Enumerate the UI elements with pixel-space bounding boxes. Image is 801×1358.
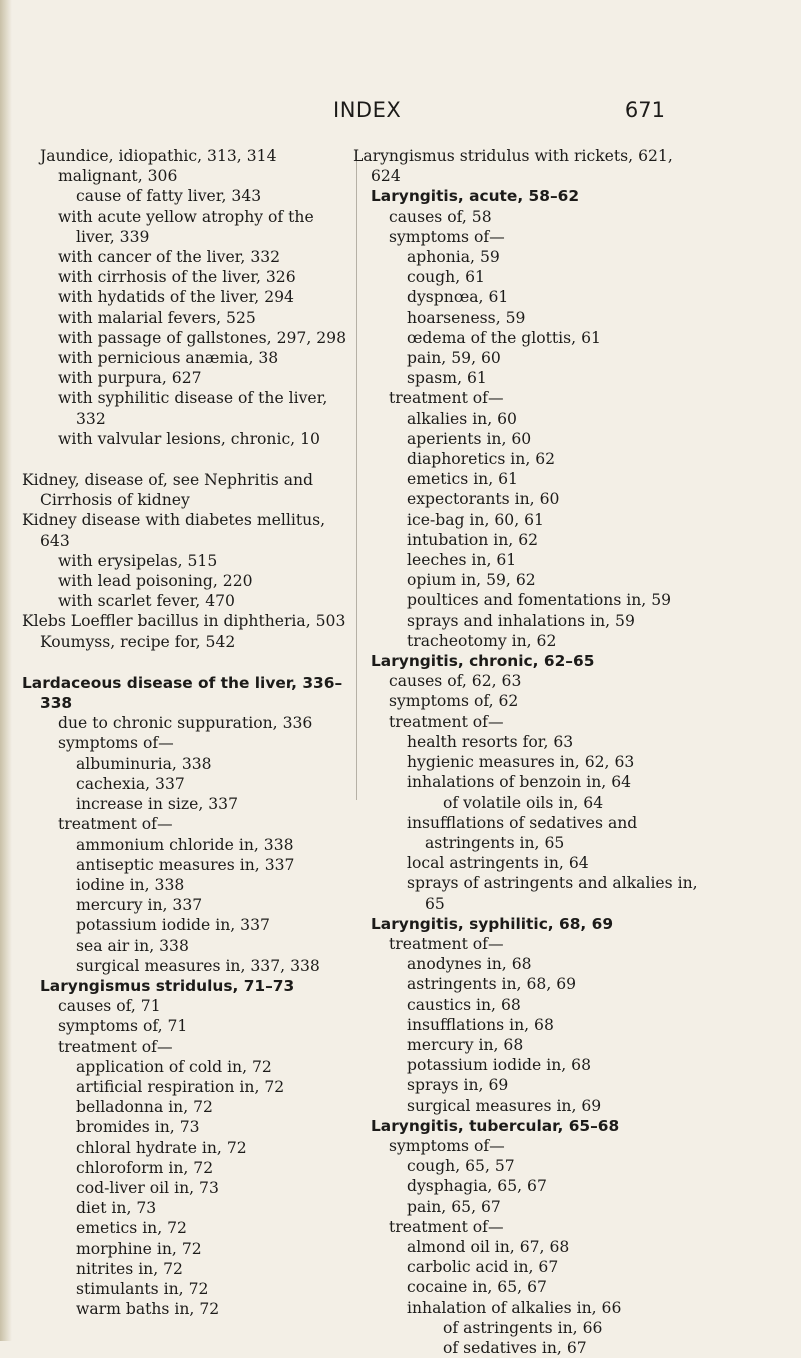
index-subentry: with scarlet fever, 470 — [58, 592, 235, 611]
index-subentry: ice-bag in, 60, 61 — [407, 510, 544, 529]
index-subentry: treatment of— — [58, 815, 173, 834]
index-subentry: cod-liver oil in, 73 — [76, 1178, 219, 1197]
index-subentry: of sedatives in, 67 — [443, 1338, 587, 1357]
index-subentry: with malarial fevers, 525 — [58, 308, 256, 327]
index-subentry: insufflations of sedatives and astringents in, 65 — [407, 813, 638, 852]
index-subentry: cough, 65, 57 — [407, 1157, 515, 1176]
index-subentry: stimulants in, 72 — [76, 1279, 209, 1298]
index-subentry: symptoms of— — [389, 227, 505, 246]
column-divider — [356, 150, 357, 800]
index-subentry: causes of, 71 — [58, 997, 161, 1016]
index-subentry: sprays and inhalations in, 59 — [407, 611, 635, 630]
index-subentry: symptoms of, 62 — [389, 692, 519, 711]
index-subentry: with pernicious anæmia, 38 — [58, 349, 279, 368]
index-subentry: symptoms of— — [389, 1136, 505, 1155]
index-subentry: surgical measures in, 69 — [407, 1096, 602, 1115]
index-subentry: hygienic measures in, 62, 63 — [407, 753, 635, 772]
index-subentry: symptoms of— — [58, 734, 174, 753]
index-subentry: hoarseness, 59 — [407, 308, 526, 327]
index-subentry: chloral hydrate in, 72 — [76, 1138, 247, 1157]
index-subentry: with cirrhosis of the liver, 326 — [58, 268, 296, 287]
index-subentry: bromides in, 73 — [76, 1118, 200, 1137]
index-heading: Laryngismus stridulus, 71–73 — [40, 976, 295, 995]
index-subentry: of volatile oils in, 64 — [443, 793, 604, 812]
index-subentry: potassium iodide in, 337 — [76, 916, 270, 935]
index-subentry: with syphilitic disease of the liver, 332 — [58, 389, 328, 428]
index-subentry: pain, 59, 60 — [407, 349, 501, 368]
index-subentry: diaphoretics in, 62 — [407, 450, 556, 469]
index-heading: Jaundice, idiopathic, 313, 314 — [40, 147, 277, 165]
index-subentry: causes of, 62, 63 — [389, 672, 522, 691]
index-subentry: diet in, 73 — [76, 1199, 157, 1218]
index-subentry: dyspnœa, 61 — [407, 288, 509, 307]
index-subentry: application of cold in, 72 — [76, 1057, 272, 1076]
index-subentry: œdema of the glottis, 61 — [407, 328, 601, 347]
index-subentry: sprays in, 69 — [407, 1076, 509, 1095]
index-subentry: mercury in, 68 — [407, 1035, 524, 1054]
index-subentry: symptoms of, 71 — [58, 1017, 188, 1036]
index-subentry: spasm, 61 — [407, 369, 487, 388]
index-subentry: with hydatids of the liver, 294 — [58, 288, 294, 307]
index-subentry: nitrites in, 72 — [76, 1259, 183, 1278]
index-subentry: with valvular lesions, chronic, 10 — [58, 429, 320, 448]
index-heading: Laryngitis, acute, 58–62 — [371, 187, 580, 206]
index-subentry: treatment of— — [389, 712, 504, 731]
index-subentry: sea air in, 338 — [76, 936, 189, 955]
index-subentry: poultices and fomentations in, 59 — [407, 591, 672, 610]
index-subentry: anodynes in, 68 — [407, 955, 532, 974]
index-heading: Laryngitis, syphilitic, 68, 69 — [371, 914, 614, 933]
index-subentry: treatment of— — [389, 389, 504, 408]
index-subentry: health resorts for, 63 — [407, 732, 574, 751]
index-subentry: iodine in, 338 — [76, 875, 185, 894]
index-subentry: intubation in, 62 — [407, 530, 539, 549]
index-subentry: expectorants in, 60 — [407, 490, 560, 509]
index-subentry: alkalies in, 60 — [407, 409, 517, 428]
index-subentry: chloroform in, 72 — [76, 1158, 214, 1177]
index-subentry: treatment of— — [389, 934, 504, 953]
index-subentry: dysphagia, 65, 67 — [407, 1177, 547, 1196]
index-subentry: local astringents in, 64 — [407, 854, 589, 873]
index-subentry: cause of fatty liver, 343 — [76, 187, 262, 206]
index-subentry: with passage of gallstones, 297, 298 — [58, 328, 347, 347]
index-heading: Koumyss, recipe for, 542 — [40, 632, 236, 651]
index-column-right — [353, 146, 706, 1358]
index-heading: Klebs Loeffler bacillus in diphtheria, 503 — [22, 612, 346, 631]
index-heading: Laryngismus stridulus with rickets, 621, 624 — [353, 147, 673, 186]
index-subentry: pain, 65, 67 — [407, 1197, 501, 1216]
index-subentry: potassium iodide in, 68 — [407, 1056, 592, 1075]
index-subentry: albuminuria, 338 — [76, 754, 212, 773]
index-subentry: cough, 61 — [407, 268, 485, 287]
page-edge-shadow — [0, 0, 12, 1341]
index-subentry: with acute yellow atrophy of the liver, 339 — [58, 207, 314, 246]
index-subentry: ammonium chloride in, 338 — [76, 835, 294, 854]
index-subentry: inhalations of benzoin in, 64 — [407, 773, 632, 792]
index-subentry: warm baths in, 72 — [76, 1300, 220, 1319]
index-subentry: inhalation of alkalies in, 66 — [407, 1298, 622, 1317]
index-subentry: insufflations in, 68 — [407, 1015, 554, 1034]
index-subentry: aperients in, 60 — [407, 429, 532, 448]
index-subentry: leeches in, 61 — [407, 551, 517, 570]
index-subentry: treatment of— — [389, 1217, 504, 1236]
page-header — [0, 98, 801, 128]
index-subentry: with cancer of the liver, 332 — [58, 248, 281, 267]
page-number: 671 — [624, 98, 665, 122]
index-subentry: cocaine in, 65, 67 — [407, 1278, 547, 1297]
index-heading: Kidney, disease of, see Nephritis and Cirrhosis of kidney — [22, 471, 314, 510]
index-subentry: antiseptic measures in, 337 — [76, 855, 295, 874]
index-column-left — [22, 146, 350, 1319]
index-subentry: malignant, 306 — [58, 167, 178, 186]
index-subentry: belladonna in, 72 — [76, 1098, 213, 1117]
index-subentry: astringents in, 68, 69 — [407, 975, 577, 994]
index-subentry: causes of, 58 — [389, 207, 492, 226]
index-subentry: with lead poisoning, 220 — [58, 572, 253, 591]
index-heading: Lardaceous disease of the liver, 336–338 — [22, 673, 343, 713]
index-subentry: tracheotomy in, 62 — [407, 631, 557, 650]
index-subentry: surgical measures in, 337, 338 — [76, 956, 320, 975]
index-subentry: sprays of astringents and alkalies in, 65 — [407, 874, 698, 913]
index-subentry: opium in, 59, 62 — [407, 571, 536, 590]
index-subentry: increase in size, 337 — [76, 795, 239, 814]
index-subentry: treatment of— — [58, 1037, 173, 1056]
index-subentry: with erysipelas, 515 — [58, 551, 218, 570]
index-subentry: of astringents in, 66 — [443, 1318, 603, 1337]
index-subentry: almond oil in, 67, 68 — [407, 1237, 570, 1256]
index-subentry: cachexia, 337 — [76, 774, 185, 793]
index-heading: Kidney disease with diabetes mellitus, 643 — [22, 511, 326, 550]
index-subentry: caustics in, 68 — [407, 995, 521, 1014]
index-subentry: with purpura, 627 — [58, 369, 202, 388]
index-subentry: carbolic acid in, 67 — [407, 1258, 559, 1277]
index-heading: Laryngitis, tubercular, 65–68 — [371, 1116, 620, 1135]
index-subentry: emetics in, 72 — [76, 1219, 187, 1238]
page-title: INDEX — [333, 98, 402, 122]
index-heading: Laryngitis, chronic, 62–65 — [371, 652, 595, 671]
index-subentry: aphonia, 59 — [407, 248, 500, 267]
index-subentry: emetics in, 61 — [407, 470, 518, 489]
index-subentry: morphine in, 72 — [76, 1239, 202, 1258]
index-subentry: mercury in, 337 — [76, 896, 203, 915]
index-subentry: due to chronic suppuration, 336 — [58, 714, 313, 733]
index-subentry: artificial respiration in, 72 — [76, 1077, 285, 1096]
